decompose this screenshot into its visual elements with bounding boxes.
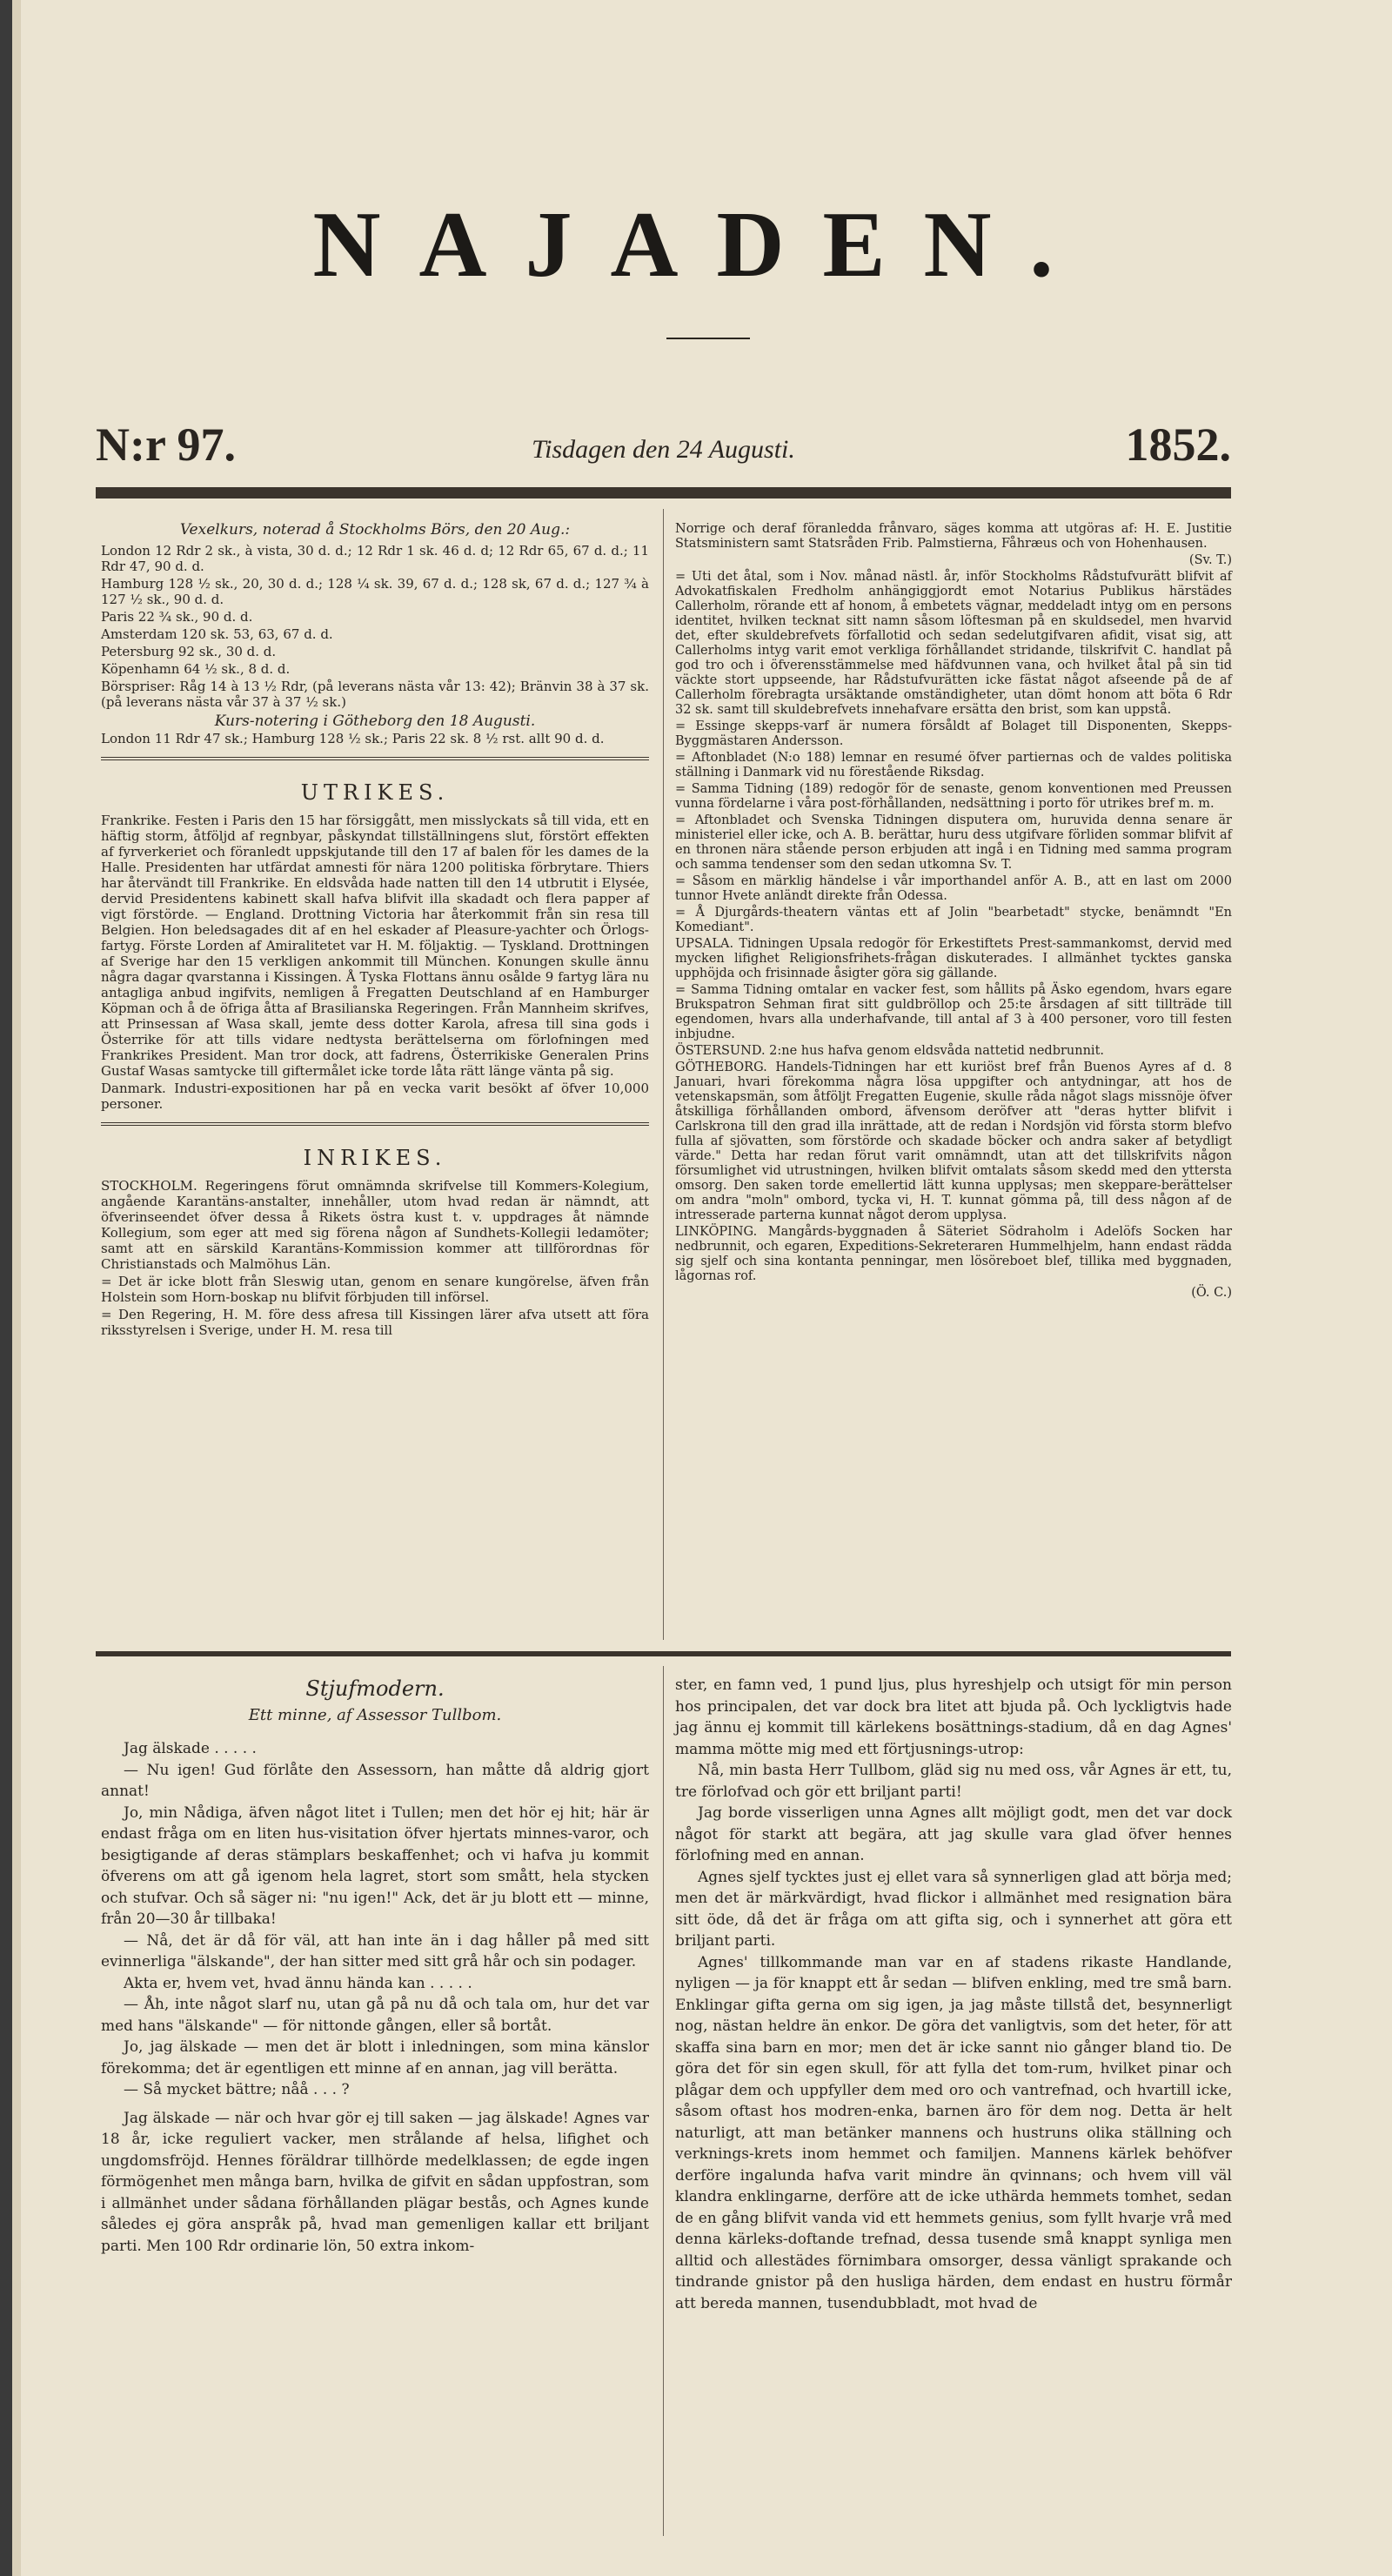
utrikes-heading: UTRIKES. [300,780,450,805]
article-paragraph: = Å Djurgårds-theatern väntas ett af Jolin "bearbetadt" stycke, benämndt "En Komediant". [675,906,1232,934]
gbg-heading: Kurs-notering i Götheborg den 18 Augusti. [214,713,536,730]
feuilleton-right [675,1675,1232,2314]
story-paragraph: Jag borde visserligen unna Agnes allt möjligt godt, men det var dock något för starkt att begära, att jag skulle vara glad öfver hennes förlofning med en annan. [675,1804,1232,1864]
story-paragraph: Nå, min basta Herr Tullbom, gläd sig nu med oss, vår Agnes är ett, tu, tre förlofvad och gör ett briljant parti! [675,1762,1232,1801]
column-divider [663,1666,664,2536]
feuilleton-rule [96,1651,1231,1656]
feuilleton-title: Stjufmodern. [305,1676,445,1701]
issue-year: 1852. [1125,418,1231,471]
story-paragraph: Jag älskade . . . . . [124,1740,257,1757]
article-paragraph: = Samma Tidning omtalar en vacker fest, som hållits på Äsko egendom, hvars egare Brukspatron Sehman firat sitt guldbröllop och 25:te årsdagen af sitt tillträde till egendomen, hvars alla underhafvande, till antal af 3 à 400 personer, voro till festen inbjudne. [675,983,1232,1041]
section-divider [101,757,649,760]
exchange-row: Köpenhamn 64 ½ sk., 8 d. d. [101,661,291,677]
article-paragraph: = Uti det åtal, som i Nov. månad nästl. år, inför Stockholms Rådstufvurätt blifvit af Advokatfiskalen Fredholm anhängiggjordt emot Notarius Publikus härstädes Callerholm, rörande ett af honom, å embetets vägnar, meddeladt intyg om en persons identitet, hvilken tecknat sitt namn såsom löftesman på en skuldsedel, men hvarvid det, efter skuldebrefvets förfallotid och sedan sedelutgifvaren afidit, visat sig, att Callerholms intyg varit emot verkliga förhållandet stridande, tilskrifvit C. handlat på god tro och i öfverensstämmelse med häfdvunnen vana, och hvilket åtal på sin tid väckte stort uppseende, har Rådstufvurätten icke fästat något afseende på de af Callerholm förebragta ursäktande omständigheter, utan dömt honom att böta 6 Rdr 32 sk. samt till skuldebrefvets innehafvare ersätta den brist, som kan uppstå. [675,570,1232,717]
article-paragraph: = Det är icke blott från Sleswig utan, genom en senare kungörelse, äfven från Holstein som Horn-boskap nu blifvit förbjuden till införsel. [101,1274,649,1305]
source-signature: (Sv. T.) [1188,553,1232,567]
story-paragraph: ster, en famn ved, 1 pund ljus, plus hyreshjelp och utsigt för min person hos principalen, det var dock bra litet att bjuda på. Och lyckligtvis hade jag ännu ej kommit till kärlekens bosättnings-stadium, då en dag Agnes' mamma mötte mig med ett förtjusnings-utrop: [675,1676,1232,1758]
story-paragraph: Agnes sjelf tycktes just ej ellet vara så synnerligen glad att börja med; men det är märkvärdigt, hvad flickor i allmänhet med resignation bära sitt öde, då det är fråga om att gifta sig, och i synnerhet att göra ett briljant parti. [675,1868,1232,1950]
top-rule [96,487,1231,498]
story-paragraph: Jag älskade — när och hvar gör ej till saken — jag älskade! Agnes var 18 år, icke reguliert vacker, men strålande af helsa, lifighet och ungdomsfröjd. Hennes föräldrar tillhörde medelklassen; de egde ingen förmögenhet men många barn, hvilka de gifvit en sådan uppfostran, som i allmänhet under sådana förhållanden plägar bestås, och Agnes kunde således ej göra anspråk på, hvad man gemenligen kallar ett briljant parti. Men 100 Rdr ordinarie lön, 50 extra inkom- [101,2109,649,2255]
article-paragraph: GÖTHEBORG. Handels-Tidningen har ett kuriöst bref från Buenos Ayres af d. 8 Januari, hvari förekomma några lösa uppgifter och antydningar, att hos de vetenskapsmän, som åtföljt Fregatten Eugenie, skulle råda något slags missnöje öfver åtskilliga förhållanden ombord, äfvensom deröfver att "deras hytter blifvit i Carlskrona till den grad illa inrättade, att de redan i Nordsjön vid första storm blefvo fulla af sjövatten, som förstörde och skadade böcker och andra saker af betydligt värde." Detta har redan förut varit omnämndt, utan att det tillskrifvits någon försumlighet vid utrustningen, hvilken blifvit omtalats såsom skedd med den yttersta omsorg. Den saken torde emellertid lätt kunna upplysas; men skeppare-berättelser om andra "moln" ombord, tycka vi, H. T. kunnat gömma på, till dess någon af de intresserade parterna kunnat något derom upplysa. [675,1061,1232,1222]
exchange-row: Paris 22 ¾ sk., 90 d. d. [101,609,253,625]
article-paragraph: LINKÖPING. Mangårds-byggnaden å Säteriet Södraholm i Adelöfs Socken har nedbrunnit, och egaren, Expeditions-Sekreteraren Hummelhjelm, hann endast rädda sig sjelf och sina kontanta penningar, men lösöreboet blef, tillika med byggnaden, lågornas rof. [675,1225,1232,1283]
story-paragraph: — Åh, inte något slarf nu, utan gå på nu då och tala om, hur det var med hans "älskande" — för nittonde gången, eller så bortåt. [101,1996,649,2035]
source-signature: (Ö. C.) [1191,1286,1232,1300]
story-paragraph: Akta er, hvem vet, hvad ännu hända kan . . . . . [124,1974,472,1992]
inrikes-heading: INRIKES. [303,1146,447,1170]
newspaper-page [12,0,1392,2576]
article-paragraph: = Den Regering, H. M. före dess afresa till Kissingen lärer afva utsett att föra riksstyrelsen i Sverige, under H. M. resa till [101,1307,649,1338]
feuilleton-left [101,1675,649,2257]
article-paragraph: Norrige och deraf föranledda frånvaro, säges komma att utgöras af: H. E. Justitie Statsministern samt Statsråden Frib. Palmstierna, Fåhræus och von Hohenhausen. [675,522,1232,551]
article-paragraph: = Aftonbladet (N:o 188) lemnar en resumé öfver partiernas och de valdes politiska ställning i Danmark vid nu förestående Riksdag. [675,751,1232,779]
article-paragraph: = Såsom en märklig händelse i vår importhandel anför A. B., att en last om 2000 tunnor Hvete anländt direkte från Odessa. [675,874,1232,903]
article-paragraph: Frankrike. Festen i Paris den 15 har försiggått, men misslyckats så till vida, ett en häftig storm, åtföljd af regnbyar, påskyndat tillställningens slut, förstört effekten af fyrverkeriet och föranledt uppskjutande till den 17 af balen för les dames de la Halle. Presidenten har utfärdat amnesti för nära 1200 politiska förbrytare. Thiers har återvändt till Frankrike. En eldsvåda hade natten till den 14 utbrutit i Elysée, dervid Presidentens kabinett skall hafva blifvit illa skadadt och flera papper af vigt förstörde. — England. Drottning Victoria har återkommit från sin resa till Belgien. Hon beledsagades dit af en hel eskader af Pleasure-yachter och Örlogs-fartyg. Förste Lorden af Amiralitetet var H. M. följaktig. — Tyskland. Drottningen af Sverige har den 15 verkligen ankommit till München. Konungen skulle ännu några dagar qvarstanna i Kissingen. Å Tyska Flottans ännu osålde 9 fartyg lära nu antagliga anbud ingifvits, nemligen å Fregatten Deutschland af en Hamburger Köpman och å de öfriga åtta af Brasilianska Regeringen. Från Mannheim skrifves, att Prinsessan af Wasa skall, jemte dess dotter Karola, afresa till sina gods i Österrike för att tills vidare nedtysta berättelserna om förlofningen med Frankrikes President. Man tror dock, att fadrens, Österrikiske Generalen Prins Gustaf Wasas samtycke till giftermålet icke torde låta rätt länge vänta på sig. [101,813,649,1079]
story-paragraph: — Så mycket bättre; nåå . . . ? [124,2081,350,2098]
exchange-row: Amsterdam 120 sk. 53, 63, 67 d. d. [101,626,333,642]
article-paragraph: UPSALA. Tidningen Upsala redogör för Erkestiftets Prest-sammankomst, dervid med mycken lifighet Religionsfrihets-frågan diskuterades. I allmänhet tycktes ganska upphöjda och frisinnade åsigter göra sig gällande. [675,937,1232,980]
article-paragraph: ÖSTERSUND. 2:ne hus hafva genom eldsvåda nattetid nedbrunnit. [675,1044,1105,1058]
left-column [101,522,649,1340]
article-paragraph: = Samma Tidning (189) redogör för de senaste, genom konventionen med Preussen vunna fördelarne i våra post-förhållanden, nedsättning i porto för utrikes bref m. m. [675,782,1232,811]
article-paragraph: = Aftonbladet och Svenska Tidningen disputera om, huruvida denna senare är ministeriel eller icke, och A. B. berättar, huru dess utgifvare förliden sommar blifvit af en thronen nära stående person erbjuden att ingå i en Tidning med samma program och samma tendenser som den sedan utkomna Sv. T. [675,813,1232,872]
exchange-row: Hamburg 128 ½ sk., 20, 30 d. d.; 128 ¼ sk. 39, 67 d. d.; 128 sk, 67 d. d.; 127 ¾ à 127 ½ sk., 90 d. d. [101,576,649,607]
story-paragraph: Jo, jag älskade — men det är blott i inledningen, som mina känslor förekomma; det är egentligen ett minne af en annan, jag vill berätta. [101,2038,649,2078]
story-paragraph: — Nu igen! Gud förlåte den Assessorn, han måtte då aldrig gjort annat! [101,1761,649,1800]
issue-date: Tisdagen den 24 Augusti. [532,435,795,464]
masthead-rule [666,338,750,339]
column-divider [663,509,664,1640]
stock-prices: Börspriser: Råg 14 à 13 ½ Rdr, (på leverans nästa vår 13: 42); Bränvin 38 à 37 sk. (på leverans nästa vår 37 à 37 ½ sk.) [101,679,649,710]
page-fold [12,0,21,2576]
article-paragraph: = Essinge skepps-varf är numera försåldt af Bolaget till Disponenten, Skepps-Byggmästaren Andersson. [675,719,1232,748]
issue-line [96,418,1231,478]
article-paragraph: STOCKHOLM. Regeringens förut omnämnda skrifvelse till Kommers-Kolegium, angående Karantäns-anstalter, innehåller, utom hvad redan är nämndt, att öfverinseendet öfver dessa å Rikets östra kust t. v. uppdrages åt nämnde Kollegium, som eger att med sig förena någon af Sundhets-Kollegii ledamöter; samt att en särskild Karantäns-Kommission kommer att tillförordnas för Christianstads och Malmöhus Län. [101,1178,649,1272]
feuilleton-subtitle: Ett minne, af Assessor Tullbom. [248,1705,502,1724]
story-paragraph: Jo, min Nådiga, äfven något litet i Tullen; men det hör ej hit; här är endast fråga om en liten hus-visitation öfver hjertats minnes-varor, och besigtigande af deras stämplars beskaffenhet; och vi hafva ju kommit öfverens om att gå igenom hela lagret, stort som smått, hela stycken och stufvar. Och så säger ni: "nu igen!" Ack, det är ju blott ett — minne, från 20—30 år tillbaka! [101,1803,649,1928]
issue-number: N:r 97. [96,418,236,471]
exchange-row: Petersburg 92 sk., 30 d. d. [101,644,277,659]
exchange-heading: Vexelkurs, noterad å Stockholms Börs, den 20 Aug.: [179,521,571,539]
story-paragraph: — Nå, det är då för väl, att han inte än i dag håller på med sitt evinnerliga "älskande", der han sitter med sitt grå hår och sin podager. [101,1931,649,1970]
masthead-title: NAJADEN. [312,193,1092,297]
gbg-rates: London 11 Rdr 47 sk.; Hamburg 128 ½ sk.; Paris 22 sk. 8 ½ rst. allt 90 d. d. [101,731,605,746]
right-column [675,522,1232,1302]
section-divider [101,1122,649,1126]
story-paragraph: Agnes' tillkommande man var en af stadens rikaste Handlande, nyligen — ja för knappt ett år sedan — blifven enkling, med tre små barn. Enklingar gifta gerna om sig igen, ja jag måste tillstå det, besynnerligt nog, nästan heldre än enkor. De göra det vanligtvis, som det heter, för att skaffa sina barn en mor; men det är icke sannt nio gånger bland tio. De göra det för sin egen skull, för att fylla det tom-rum, hvilket pinar och plågar dem och uppfyller dem med oro och vantrefnad, och hvartill icke, såsom oftast hos modren-enka, barnen äro för dem nog. Detta är helt naturligt, att man betänker mannens och hustruns olika ställning och verknings-krets inom hemmet och familjen. Mannens kärlek behöfver derföre ingalunda hafva varit mindre än qvinnans; och hvem vill väl klandra enklingarne, derföre att de icke uthärda hemmets tomhet, sedan de en gång blifvit vanda vid ett hemmets genius, som fyllt hvarje vrå med denna kärleks-doftande trefnad, dessa tusende små knappt synliga men alltid och allestädes förnimbara omsorger, dessa vänligt sprakande och tindrande gnistor på den husliga härden, dem endast en hustru förmår att bereda mannen, tusendubbladt, mot hvad de [675,1953,1232,2312]
exchange-row: London 12 Rdr 2 sk., à vista, 30 d. d.; 12 Rdr 1 sk. 46 d. d; 12 Rdr 65, 67 d. d.; 11 Rdr 47, 90 d. d. [101,543,649,574]
article-paragraph: Danmark. Industri-expositionen har på en vecka varit besökt af öfver 10,000 personer. [101,1081,649,1112]
